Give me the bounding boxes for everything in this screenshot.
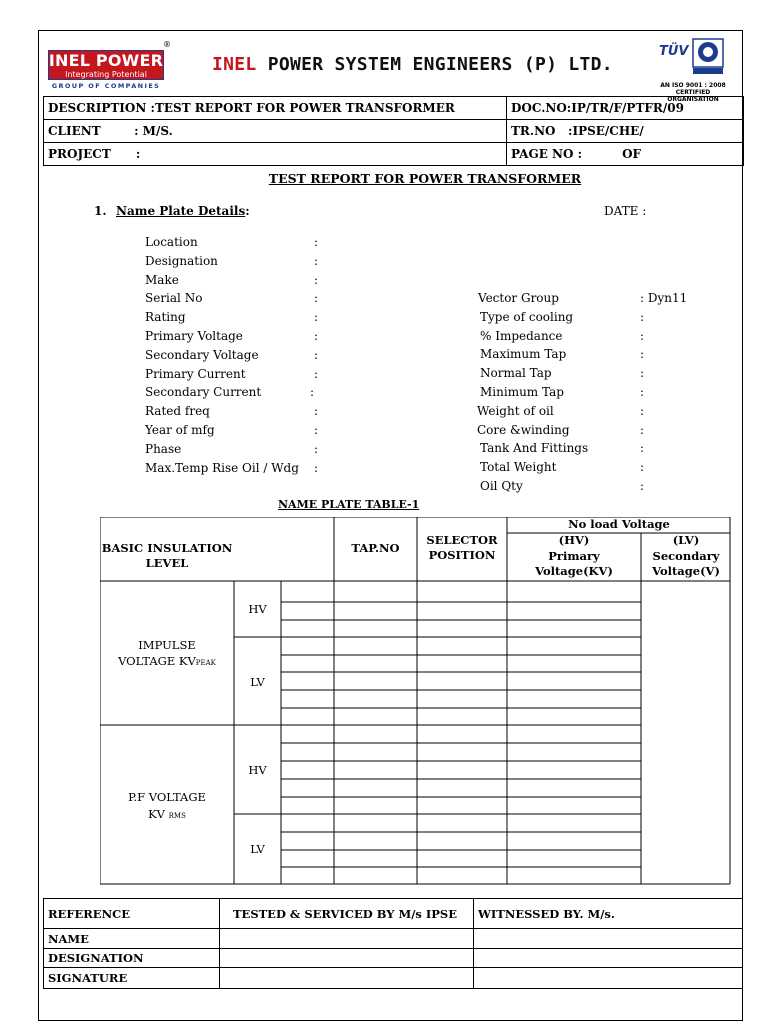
logo-group-text: GROUP OF COMPANIES <box>51 82 161 90</box>
hv-header-3: Voltage(KV) <box>535 564 613 578</box>
field-label: Tank And Fittings <box>480 441 589 456</box>
pf-label-text: KV <box>148 807 169 821</box>
col-tapno-header: TAP.NO <box>351 541 400 555</box>
reference-header: REFERENCE <box>44 899 220 929</box>
field-separator: : <box>314 329 319 343</box>
section-number: 1. <box>94 204 107 218</box>
report-title: TEST REPORT FOR POWER TRANSFORMER <box>268 171 582 186</box>
col-selector-header-1: SELECTOR <box>426 533 498 547</box>
field-label: Maximum Tap <box>480 347 567 362</box>
field-separator: : <box>314 253 319 268</box>
field-label: Primary Current <box>145 366 246 381</box>
signature-table <box>43 898 743 989</box>
pf-label-1: P.F VOLTAGE <box>128 790 206 804</box>
col-bil-header: BASIC INSULATION LEVEL <box>101 541 233 570</box>
col-selector-header-2: POSITION <box>428 548 496 562</box>
field-separator: : <box>314 347 319 362</box>
field-separator: : Dyn11 <box>640 291 688 305</box>
field-separator: : <box>314 235 319 249</box>
field-separator: : <box>314 423 319 437</box>
company-name-black: POWER SYSTEM ENGINEERS (P) LTD. <box>267 54 613 75</box>
company-name-red: INEL <box>212 54 268 75</box>
field-separator: : <box>310 385 315 400</box>
field-separator: : <box>314 291 319 306</box>
logo-title: INEL POWER <box>48 51 164 70</box>
field-label: % Impedance <box>480 328 563 343</box>
field-label: Secondary Current <box>145 385 262 400</box>
section-title-colon: : <box>245 204 250 218</box>
field-label: Phase <box>145 441 182 456</box>
registered-mark: ® <box>163 40 171 49</box>
field-separator: : <box>314 366 319 381</box>
pf-label-sub: RMS <box>168 812 186 820</box>
field-separator: : <box>640 441 645 456</box>
field-label: Type of cooling <box>480 309 574 324</box>
document-info-table <box>43 96 744 166</box>
tuv-cert-logo-icon <box>657 37 727 81</box>
lv-header-1: (LV) <box>672 533 700 547</box>
field-label: Rated freq <box>145 404 210 419</box>
field-separator: : <box>640 309 645 324</box>
sig-row-name-witnessed[interactable] <box>474 929 743 949</box>
field-label: Primary Voltage <box>145 329 243 343</box>
field-label: Designation <box>145 253 218 268</box>
field-label: Vector Group <box>478 291 559 305</box>
hv-header-2: Primary <box>548 549 600 563</box>
sig-row-signature-witnessed[interactable] <box>474 968 743 989</box>
lv-header-2: Secondary <box>652 549 720 563</box>
field-separator: : <box>314 404 319 419</box>
impulse-lv-label: LV <box>250 675 265 689</box>
description-cell: DESCRIPTION :TEST REPORT FOR POWER TRANSFORMER <box>44 97 507 120</box>
sig-row-signature-tested[interactable] <box>220 968 474 989</box>
section-title <box>116 204 250 218</box>
field-label: Serial No <box>145 291 203 306</box>
doc-number-cell: DOC.NO:IP/TR/F/PTFR/09 <box>507 97 744 120</box>
client-cell: CLIENT : M/S. <box>44 120 507 143</box>
date-label: DATE : <box>604 204 647 218</box>
page-number-cell <box>507 143 744 166</box>
field-separator: : <box>640 347 645 362</box>
field-label: Normal Tap <box>480 366 552 381</box>
hv-header-1: (HV) <box>558 533 590 547</box>
field-label: Weight of oil <box>477 403 554 418</box>
field-label: Oil Qty <box>480 479 523 493</box>
field-label: Rating <box>145 310 186 325</box>
field-separator: : <box>640 460 645 475</box>
lv-header-3: Voltage(V) <box>652 564 720 578</box>
tuv-label: TÜV <box>659 44 689 59</box>
field-separator: : <box>640 385 645 399</box>
impulse-label-sub: PEAK <box>195 659 216 667</box>
sig-row-designation-tested[interactable] <box>220 949 474 968</box>
field-separator: : <box>640 479 645 493</box>
field-separator: : <box>640 366 645 381</box>
section-title-text: Name Plate Details <box>116 204 246 218</box>
field-separator: : <box>640 403 645 418</box>
field-label: Make <box>145 272 179 287</box>
field-label: Total Weight <box>480 460 557 475</box>
field-label: Year of mfg <box>145 423 215 437</box>
pf-lv-label: LV <box>250 842 265 856</box>
sig-row-signature-label: SIGNATURE <box>44 968 220 989</box>
field-label: Location <box>145 235 198 249</box>
field-separator: : <box>640 328 645 343</box>
impulse-label-text: VOLTAGE KV <box>118 654 196 668</box>
nameplate-table-title: NAME PLATE TABLE-1 <box>278 498 420 511</box>
no-load-voltage-header: No load Voltage <box>568 517 670 531</box>
page-of-label: OF <box>622 147 642 161</box>
field-separator: : <box>640 422 645 437</box>
pf-hv-label: HV <box>248 763 267 777</box>
logo-tagline: Integrating Potential <box>65 70 147 79</box>
field-separator: : <box>314 441 319 456</box>
sig-row-designation-witnessed[interactable] <box>474 949 743 968</box>
sig-row-name-label: NAME <box>44 929 220 949</box>
field-label: Max.Temp Rise Oil / Wdg <box>145 460 299 475</box>
sig-row-name-tested[interactable] <box>220 929 474 949</box>
sig-row-designation-label: DESIGNATION <box>44 949 220 968</box>
tr-number-cell: TR.NO :IPSE/CHE/ <box>507 120 744 143</box>
iso-cert-text: AN ISO 9001 : 2008 CERTIFIED ORGANISATION <box>660 82 726 103</box>
field-separator: : <box>314 310 319 325</box>
impulse-label-2 <box>100 654 234 671</box>
witnessed-by-header: WITNESSED BY. M/s. <box>474 899 743 929</box>
tested-by-header: TESTED & SERVICED BY M/s IPSE <box>220 899 474 929</box>
company-name <box>212 54 613 75</box>
project-cell: PROJECT : <box>44 143 507 166</box>
impulse-label-1: IMPULSE <box>138 638 196 652</box>
field-label: Secondary Voltage <box>145 347 259 362</box>
page-no-label: PAGE NO : <box>511 147 583 161</box>
impulse-hv-label: HV <box>248 602 267 616</box>
field-separator: : <box>314 460 319 475</box>
field-separator: : <box>314 272 319 287</box>
field-label: Core &winding <box>477 422 570 437</box>
field-label: Minimum Tap <box>480 385 564 399</box>
pf-label-2 <box>100 807 234 824</box>
